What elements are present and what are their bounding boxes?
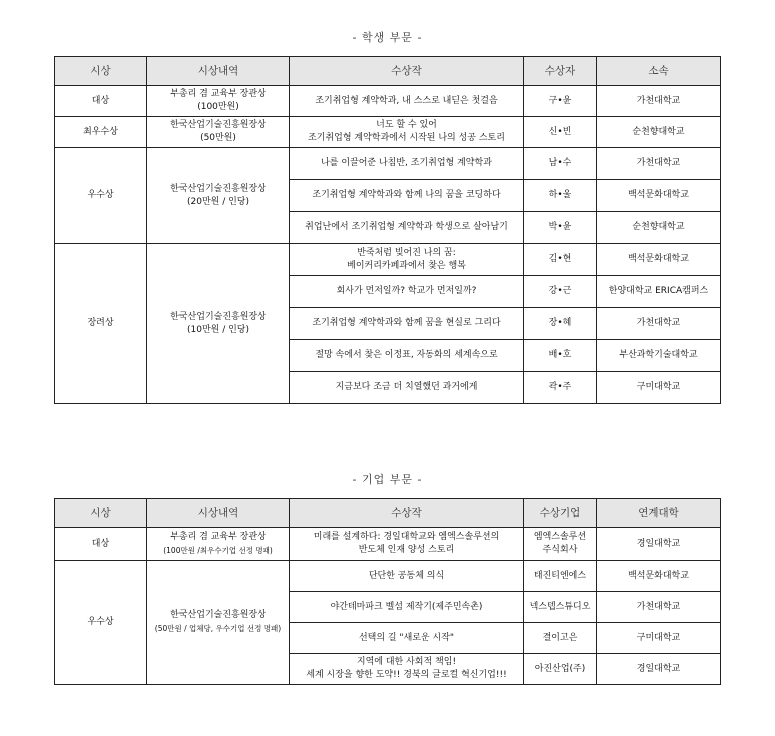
header-cell: 시상내역 (147, 57, 290, 86)
award-work: 지역에 대한 사회적 책임! 세계 시장을 향한 도약!! 경북의 글로컬 혁신기업!!! (290, 654, 524, 685)
award-company: 결이고은 (524, 623, 597, 654)
award-category: 최우수상 (55, 117, 147, 148)
award-school: 한양대학교 ERICA캠퍼스 (597, 276, 721, 308)
award-school: 구미대학교 (597, 372, 721, 404)
award-category: 대상 (55, 86, 147, 117)
company-header-row (55, 499, 721, 528)
header-cell: 수상자 (524, 57, 597, 86)
award-school: 가천대학교 (597, 86, 721, 117)
award-category: 우수상 (55, 561, 147, 685)
header-cell: 시상내역 (147, 499, 290, 528)
award-winner: 하•울 (524, 180, 597, 212)
award-work: 취업난에서 조기취업형 계약학과 학생으로 살아남기 (290, 212, 524, 244)
award-work: 단단한 공동체 의식 (290, 561, 524, 592)
header-cell: 수상기업 (524, 499, 597, 528)
award-category: 대상 (55, 528, 147, 561)
award-school: 구미대학교 (597, 623, 721, 654)
award-work: 조기취업형 계약학과, 내 스스로 내딛은 첫걸음 (290, 86, 524, 117)
award-winner: 장•혜 (524, 308, 597, 340)
award-work: 절망 속에서 찾은 이정표, 자동화의 세계속으로 (290, 340, 524, 372)
award-detail: 한국산업기술진흥원장상 (20만원 / 인당) (147, 148, 290, 244)
student-awards-table (54, 56, 721, 404)
award-winner: 강•근 (524, 276, 597, 308)
award-work: 너도 할 수 있어 조기취업형 계약학과에서 시작된 나의 성공 스토리 (290, 117, 524, 148)
award-school: 순천향대학교 (597, 212, 721, 244)
company-awards-table (54, 498, 721, 685)
student-header-row (55, 57, 721, 86)
header-cell: 연계대학 (597, 499, 721, 528)
award-school: 백석문화대학교 (597, 244, 721, 276)
award-school: 백석문화대학교 (597, 561, 721, 592)
award-school: 가천대학교 (597, 308, 721, 340)
award-school: 가천대학교 (597, 148, 721, 180)
award-company: 넥스텝스튜디오 (524, 592, 597, 623)
award-company: 아진산업(주) (524, 654, 597, 685)
award-winner: 신•빈 (524, 117, 597, 148)
award-winner: 남•수 (524, 148, 597, 180)
award-category: 장려상 (55, 244, 147, 404)
award-winner: 배•호 (524, 340, 597, 372)
table-row (55, 561, 721, 592)
table-row (55, 86, 721, 117)
award-school: 경일대학교 (597, 528, 721, 561)
award-detail: 한국산업기술진흥원장상 (50만원) (147, 117, 290, 148)
table-row (55, 244, 721, 276)
header-cell: 소속 (597, 57, 721, 86)
award-company: 엠엑스솔루션 주식회사 (524, 528, 597, 561)
header-cell: 수상작 (290, 499, 524, 528)
award-detail: 한국산업기술진흥원장상 (10만원 / 인당) (147, 244, 290, 404)
award-work: 미래를 설계하다: 경일대학교와 엠엑스솔루션의 반도체 인재 양성 스토리 (290, 528, 524, 561)
award-detail: 부총리 겸 교육부 장관상 (100만원) (147, 86, 290, 117)
award-work: 조기취업형 계약학과와 함께 나의 꿈을 코딩하다 (290, 180, 524, 212)
award-winner: 박•윤 (524, 212, 597, 244)
award-detail: 한국산업기술진흥원장상 (50만원 / 업체당, 우수기업 선정 명패) (147, 561, 290, 685)
header-cell: 시상 (55, 57, 147, 86)
award-winner: 구•윤 (524, 86, 597, 117)
award-work: 조기취업형 계약학과와 함께 꿈을 현실로 그리다 (290, 308, 524, 340)
award-school: 부산과학기술대학교 (597, 340, 721, 372)
award-school: 백석문화대학교 (597, 180, 721, 212)
table-row (55, 148, 721, 180)
table-row (55, 528, 721, 561)
table-row (55, 117, 721, 148)
award-work: 지금보다 조금 더 치열했던 과거에게 (290, 372, 524, 404)
award-detail: 부총리 겸 교육부 장관상 (100만원 /최우수기업 선정 명패) (147, 528, 290, 561)
award-winner: 김•현 (524, 244, 597, 276)
award-work: 나를 이끌어준 나침반, 조기취업형 계약학과 (290, 148, 524, 180)
student-section-title: - 학생 부문 - (352, 31, 423, 44)
award-company: 태진티엔에스 (524, 561, 597, 592)
award-school: 순천향대학교 (597, 117, 721, 148)
award-work: 야간테마파크 벨섬 제작기(제주민속촌) (290, 592, 524, 623)
award-winner: 곽•주 (524, 372, 597, 404)
company-section-title: - 기업 부문 - (352, 473, 423, 486)
award-category: 우수상 (55, 148, 147, 244)
header-cell: 시상 (55, 499, 147, 528)
award-work: 회사가 먼저일까? 학교가 먼저일까? (290, 276, 524, 308)
award-school: 가천대학교 (597, 592, 721, 623)
award-work: 선택의 길 "새로운 시작" (290, 623, 524, 654)
award-work: 반죽처럼 빚어진 나의 꿈: 베이커리카페과에서 찾은 행복 (290, 244, 524, 276)
header-cell: 수상작 (290, 57, 524, 86)
award-school: 경일대학교 (597, 654, 721, 685)
